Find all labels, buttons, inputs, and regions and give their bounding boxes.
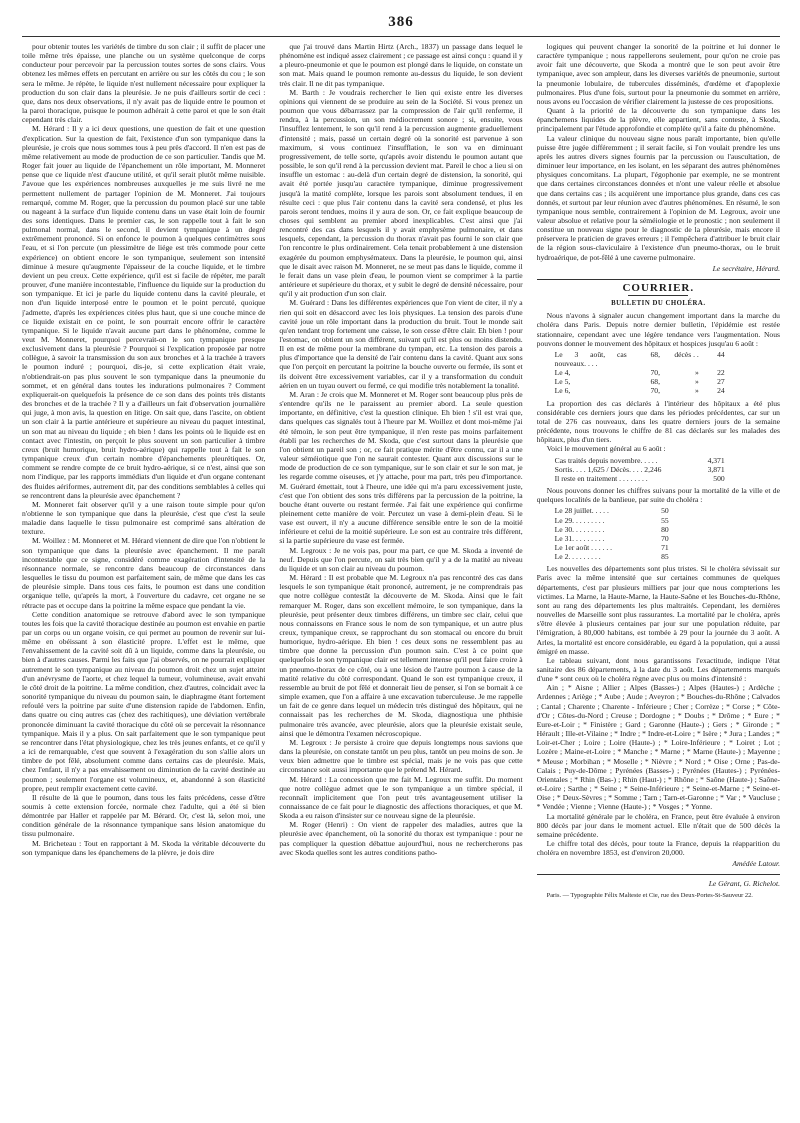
row-value: 500 [713, 473, 725, 483]
table-row [555, 552, 725, 561]
paragraph: M. Hérard : Il est probable que M. Legroux n'a pas rencontré des cas dans lesquels le son tympanique était prononcé, autrement, je ne comprendrais pas que notre collègue contestât la découverte de M. Skoda. Ainsi que le fait remarquer M. Roger, dans son excellent mémoire, le son tympanique, dans la pleurésie, peut présenter deux timbres différens, un timbre sec clair, celui que nous connaissons en France sous le nom de son tympanique, et un autre plus creux, tympanique creux, se rapprochant du son stomacal ou encore du bruit humorique, hydro-aérique. Eh bien ! ces deux sons ne ressemblent pas au timbre que donne la percussion d'un poumon sain. C'est à ce point que quelquefois le son tympanique clair est tellement intense qu'il peut faire croire à un pneumo-thorax de ce côté, ou à une lésion de l'autre poumon à cause de la matité relative du côté correspondant. Quand le son est tympanique creux, il ressemble au bruit de pot fêlé et donnerait lieu de penser, si l'on se bornait à ce simple examen, que l'on a affaire à une excavation tuberculeuse. Je me rappelle un fait de ce genre dans lequel un médecin très distingué des hôpitaux, qui ne connaissait pas les recherches de M. Skoda, diagnostiqua une phthisie pulmonaire très avancée, avec pleurésie, alors que la pleurésie existait seule, ainsi que le démontra l'examen nécroscopique. [279, 573, 523, 738]
row-value: 85 [661, 552, 669, 562]
top-rule [22, 36, 780, 37]
row-value: 80 [661, 524, 669, 534]
title-underline [628, 295, 688, 296]
gerant-signature: Le Gérant, G. Richelot. [708, 879, 780, 889]
section-divider [537, 279, 780, 280]
table-row [555, 368, 725, 377]
mortality-table [555, 506, 725, 561]
section-divider [537, 874, 780, 875]
row-label: Le 3 août, cas nouveaux. . . . [554, 349, 627, 368]
row-deaths-label: » [694, 377, 699, 387]
row-cases: 70, [650, 386, 660, 396]
cholera-bulletin-subtitle: BULLETIN DU CHOLÉRA. [611, 300, 706, 308]
row-value: 55 [661, 515, 669, 525]
row-value: 3,871 [707, 464, 725, 474]
author-signature: Amédée Latour. [732, 859, 780, 869]
column-3 [537, 42, 780, 1092]
row-label: Le 31. . . . . . . . . [554, 533, 605, 543]
paragraph: M. Aran : Je crois que M. Monneret et M. Roger sont beaucoup plus près de s'entendre qu'ils ne le paraissent au premier abord. La seule question importante, en définitive, c'est la question clinique. Eh bien ! s'il est vrai que, dans quelques cas signalés tout à l'heure par M. Woillez et dont moi-même j'ai été témoin, le son peut être tympanique, il n'en reste pas moins parfaitement établi par les recherches de M. Skoda, que c'est surtout dans la pleurésie que l'on obtient un pareil son ; or, ce fait pratique mérite d'être connu, car il a une valeur séméiotique que l'on ne saurait contester. Quant aux discussions sur le mode de production de ce son tympanique, sur le son clair et sur le son mat, je les regarde comme oiseuses, et j'y attache, pour ma part, très peu d'importance. M. Guérard émettait, tout à l'heure, une idée qui m'a paru excessivement juste, c'est que l'on obtient des sons très différens par la percussion de la poitrine, la bouche étant ouverte ou restant fermée. J'ai fait une expérience qui confirme pleinement cette manière de voir. Percutez un vase à demi-plein d'eau. Si le vase est ouvert, il n'y a aucune différence sensible entre le son de la moitié inférieure et celui de la moitié supérieure. Le son est au contraire très différent, si la partie supérieure du vase est fermée. [279, 389, 523, 546]
paragraph: M. Legroux : Je ne vois pas, pour ma part, ce que M. Skoda a inventé de neuf. Depuis que l'on percute, on sait très bien qu'il y a de la matité au niveau du liquide et un son clair au niveau du poumon. [279, 545, 523, 573]
paragraph: que j'ai trouvé dans Martin Hirtz (Arch., 1837) un passage dans lequel le phénomène est indiqué assez clairement ; ce passage est ainsi conçu : quand il y a pleuro-pneumonie et que le poumon est plongé dans le liquide, on constate un son mat. Mais quand le poumon remonte au-dessus du liquide, le son devient très clair. Il ne dit pas tympanique. [279, 42, 523, 88]
row-deaths: 24 [717, 386, 725, 396]
column-1 [22, 42, 265, 1092]
paragraph: La valeur clinique du nouveau signe nous paraît importante, bien qu'elle puisse être jugée différemment ; il serait facile, si l'on voulait prendre les uns après les autres divers signes fournis par la percussion ou l'auscultation, de diminuer leur importance, en les isolant, en les séparant des autres phénomènes physiques concomitans. La plupart, l'égophonie par exemple, ne se montrent que dans certaines circonstances données et n'ont une valeur réelle et absolue que dans certains cas ; ils acquièrent une importance plus grande, dans ces cas donnés, et surtout par leur réunion avec d'autres phénomènes. En résumé, le son tympanique nous semble, contrairement à l'opinion de M. Legroux, avoir une valeur absolue et relative pour la séméiologie et le pronostic ; non seulement il constitue un nouveau signe pour le diagnostic de la pleurésie, mais encore il préservera le praticien de graves erreurs ; il l'empêchera d'attribuer le bruit clair de la région sous-claviculaire à l'existence d'un pneumo-thorax, ou le bruit hydroaérique, de pot-fêlé à une caverne pulmonaire. [536, 133, 780, 262]
courrier-title-text: COURRIER. [622, 281, 695, 294]
paragraph: Il résulte de là que le poumon, dans tous les faits précédens, cesse d'être soumis à cette extension forcée, normale chez l'adulte, qui a été si bien démontrée par Haller et rappelée par M. Bérard. Or, c'est là, selon moi, une condition générale de la résonnance tympanique sans lésion anatomique du tissu pulmonaire. [22, 792, 266, 839]
row-deaths: 44 [717, 349, 725, 359]
row-label: Cas traités depuis novembre. . . . . [554, 455, 658, 465]
row-deaths-label: » [694, 368, 699, 378]
paragraph: M. Monneret fait observer qu'il y a une raison toute simple pour qu'on n'obtienne le son tympanique que dans la pleurésie, c'est que c'est la seule maladie dans laquelle le tissu pulmonaire est comprimé sans altération de texture. [22, 499, 266, 537]
row-label: Le 4, [554, 368, 571, 378]
table-row [555, 350, 725, 368]
row-cases: 70, [650, 368, 660, 378]
row-value: 50 [661, 506, 669, 516]
table-row [555, 543, 725, 552]
row-value: 70 [661, 533, 669, 543]
row-label: Le 2. . . . . . . . . [554, 552, 601, 562]
paragraph: M. Hérard : Il y a ici deux questions, une question de fait et une question d'explication. Sur la question de fait, l'existence d'un son tympanique dans la pleurésie, je crois que nous sommes tous à peu près d'accord. Il n'en est pas de même relativement au mode de production de ce son particulier. Tandis que M. Roger fait jouer au liquide de l'épanchement un rôle important, M. Monneret pense que ce liquide n'est d'aucune utilité, et qu'il serait plutôt même nuisible. J'avoue que les expériences nombreuses auxquelles je me suis livré ne me permettent nullement de partager l'opinion de M. Monneret. J'ai toujours remarqué, comme M. Roger, que la percussion du poumon placé sur une table ou nageant à la surface d'un liquide contenu dans un vase était loin de fournir des sons identiques. Dans le premier cas, le son rappelle tout à fait le son pulmonal normal, dans le second, il devient tympanique à un degré extrêmement prononcé. Si on enfonce le poumon à quelques centimètres sous l'eau, et si l'on percute (un plessimètre de liége est très commode pour cette expérience) on obtient encore le son tympanique, seulement son intensité diminue à mesure qu'augmente l'épaisseur de la couche liquide, et le timbre devient un peu creux. Cette expérience, qu'il est si facile de répéter, me paraît prouver, d'une manière incontestable, l'influence du liquide sur la production du son tympanique. Et ici je parle du liquide contenu dans la cavité pleurale, et non d'un liquide interposé entre le poumon et le point percuté, quoique j'admette, d'après les expériences citées plus haut, que si une couche mince de ce liquide existait en ce point, le son pourrait encore offrir le caractère tympanique. Si le liquide n'avait aucune part dans le phénomène, comme le veut M. Monneret, pourquoi percevrait-on le son tympanique presque exclusivement dans la pleurésie ? Pourquoi si l'explication proposée par notre collègue, à savoir la transmission du son aux bronches et à la trachée à travers le poumon induré ; pourquoi, dis-je, si cette explication était vraie, n'obtiendrait-on pas plus souvent le son tympanique dans la pneumonie du sommet, et en général dans toutes les indurations pulmonaires ? Comment expliquerait-on quelquefois la présence de ce son dans des points très distants des bronches et de la trachée ? Il y a d'ailleurs un fait d'observation journalière qui juge, à mon avis, la question en litige. On sait que, dans l'ascite, on obtient un son clair à la partie antérieure et supérieure au niveau du paquet intestinal, un son mat au niveau du liquide ; eh bien ! dans les points où le liquide est en contact avec l'intestin, on perçoit le plus souvent un son particulier à timbre creux (bruit humorique, bruit hydro-aérique) qui rappelle tout à fait le son tympanique creux d'un certain nombre d'épanchements pleurétiques. Or, comment se rendre compte de ce bruit hydro-aérique, si ce n'est, ainsi que son nom l'indique, par les rapports immédiats d'un liquide et d'un organe contenant des fluides aériformes, autrement dit, par des conditions semblables à celles qui se rencontrent dans la pleurésie avec épanchement ? [22, 124, 266, 500]
row-label: Le 6, [554, 386, 571, 396]
paragraph: M. Guérard : Dans les différentes expériences que l'on vient de citer, il n'y a rien qui soit en désaccord avec les lois physiques. La tension des parois d'une cavité joue un rôle important dans la production du bruit. Tout le monde sait qu'en tendant trop fortement une caisse, le son cesse d'être clair. Eh bien ! pour l'estomac, on obtient un son différent, suivant qu'il est plus ou moins distendu. Il en est de même pour la membrane du tympan, etc. La tension des parois a plus d'importance que la densité de l'air contenu dans la cavité. Quant aux sons que l'on perçoit en percutant la poitrine la bouche ouverte ou fermée, ils sont et ils doivent être excessivement variables, car il y a transformation du conduit aérien en un tuyau ouvert ou fermé, ce qui modifie très notablement la tonalité. [279, 298, 523, 390]
row-label: Le 29. . . . . . . . . [554, 515, 605, 525]
newspaper-page [22, 14, 780, 1112]
row-label: Le 28 juillet. . . . . [554, 506, 609, 516]
row-deaths: 22 [717, 368, 725, 378]
column-2 [279, 42, 522, 1092]
row-label: Sortis. . . . 1,625 / Décès. . . . 2,246 [554, 464, 662, 474]
row-deaths: 27 [717, 377, 725, 387]
paragraph: M. Woillez : M. Monneret et M. Hérard viennent de dire que l'on n'obtient le son tympanique que dans la pleurésie avec épanchement. Il me paraît incontestable que ce signe, considéré comme exagération d'intensité de la résonnance normale, se rencontre dans beaucoup de circonstances dans lesquelles le tissu du poumon est parfaitement sain, de même que dans les cas de pleurésie simple. Dans tous ces faits, le poumon est dans une condition organique telle, qu'après la mort, à l'ouverture du cadavre, cet organe ne se rétracte pas et occupe dans la poitrine la même espace que pendant la vie. [22, 536, 266, 610]
paragraph: M. Hérard : La concession que me fait M. Legroux me suffit. Du moment que notre collègue admet que le son tympanique a un timbre spécial, il reconnaît implicitement que l'on peut très avantageusement utiliser la connaissance de ce fait pour le diagnostic des affections thoraciques, et que M. Skoda a eu raison d'insister sur ce nouveau signe de la pleurésie. [279, 774, 523, 821]
table-row [555, 525, 725, 534]
columns [22, 42, 780, 1092]
page-number: 386 [388, 14, 414, 30]
paragraph: M. Barth : Je voudrais rechercher le lien qui existe entre les diverses opinions qui viennent de se produire au sein de la Société. Si vous prenez un poumon que vous débarrassez par la compression de l'air qu'il renferme, il rendra, à la percussion, un son médiocrement sonore ; si, ensuite, vous l'insufflez lentement, le son qu'il rend à la percussion augmente graduellement d'intensité ; mais, passé un certain degré où la sonorité est parvenue à son maximum, si vous continuez l'insufflation, le son va en diminuant progressivement, de telle sorte, qu'après avoir distendu le poumon autant que possible, le son qu'il rend à la percussion devient mat. Pareil le choc a lieu si on insuffle un estomac : au-delà d'un certain degré de distension, la sonorité, qui avait été portée jusqu'au caractère tympanique, diminue progressivement jusqu'à la matité complète, lorsque les parois sont absolument tendues, il en résulte ceci : que plus l'air contenu dans la cavité sera condensé, et plus les parois seront tendues, moins il y aura de son. Or, ce fait explique beaucoup de choses qui semblent au premier abord inexplicables. C'est ainsi que j'ai rencontré des cas dans lesquels il y avait emphysème pulmonaire, et dans lesquels, cependant, la percussion du thorax n'avait pas fourni le son clair que l'on rencontre le plus ordinairement. Cela tenait probablement à une distension exagérée du poumon emphysémateux. Dans la pleurésie, le poumon qui, ainsi que le disait avec raison M. Monneret, ne se meut pas dans le liquide, comme il le ferait dans un vase plein d'eau, le poumon vient se comprimer à la partie antérieure et supérieure du thorax, et y subit le degré de densité nécessaire, pour qu'il y ait production d'un son clair. [279, 87, 523, 299]
paragraph: Nous pouvons donner les chiffres suivans pour la mortalité de la ville et de quelques localités de la banlieue, par suite du choléra : [536, 486, 780, 505]
paragraph: M. Bricheteau : Tout en rapportant à M. Skoda la véritable découverte du son tympanique dans les épanchemens de la plèvre, je dois dire [22, 838, 266, 857]
paragraph: Les nouvelles des départements sont plus tristes. Si le choléra sévissait sur Paris avec la même intensité que sur certaines communes de quelques départements, c'est par plusieurs milliers par jour que nous compterions les victimes. La Marne, la Haute-Marne, la Haute-Saône et les Bouches-du-Rhône, sont au rang des départements les plus maltraités. Cependant, les dernières nouvelles de Marseille sont plus rassurantes. La mortalité par le choléra, après s'être élevée à plusieurs centaines par jour sur une population réduite, par l'émigration, à 80,000 habitans, est tombée à 29 pour la journée du 3 août. A Arles, la mortalité est encore considérable, eu égard à la population, qui a aussi émigré en masse. [536, 564, 780, 656]
paragraph: logiques qui peuvent changer la sonorité de la poitrine et lui donner le caractère tympanique ; nous rappellerons seulement, pour qu'on ne croie pas avoir fait une découverte, que Skoda a montré que le son peut avoir être tympanique, avec son ampleur, dans les diverses variétés de pneumonie, surtout la pneumonie lobulaire, de tubercules disséminés, d'œdème et d'apoplexie pulmonaires. Plus d'une fois, surtout pour la pneumonie du sommet en arrière, nous avons eu l'occasion de vérifier clairement la justesse de ces propositions. [536, 42, 780, 106]
paragraph: Ain ; * Aisne ; Allier ; Alpes (Basses-) ; Alpes (Hautes-) ; Ardèche ; Ardennes ; Ariège ; * Aube ; Aude ; Aveyron ; * Bouches-du-Rhône ; Calvados ; Cantal ; Charente ; Charente - Inférieure ; Cher ; Corrèze ; * Corse ; * Côte-d'Or ; Côtes-du-Nord ; Creuse ; Dordogne ; * Doubs ; * Drôme ; * Eure ; * Eure-et-Loir ; * Finistère ; Gard ; Garonne (Haute-) ; Gers ; * Gironde ; * Hérault ; Ille-et-Vilaine ; * Indre ; * Indre-et-Loire ; * Isère ; * Jura ; Landes ; * Loir-et-Cher ; Loire ; Loire (Haute-) ; * Loire-Inférieure ; * Loiret ; Lot ; Lozère ; Maine-et-Loire ; * Manche ; * Marne ; * Marne (Haute-) ; Mayenne ; * Meuse ; Morbihan ; * Moselle ; * Nièvre ; * Nord ; * Oise ; Orne ; Pas-de-Calais ; Puy-de-Dôme ; Pyrénées (Basses-) ; Pyrénées (Hautes-) ; Pyrénées-Orientales ; * Rhin (Bas-) ; Rhin (Haut-) ; * Rhône ; * Saône (Haute-) ; Saône-et-Loire ; Sarthe ; * Seine ; * Seine-Inférieure ; * Seine-et-Marne ; * Seine-et-Oise ; * Deux-Sèvres ; * Somme ; Tarn ; Tarn-et-Garonne ; * Var ; * Vaucluse ; * Vendée ; Vienne ; Vienne (Haute-) ; * Vosges ; * Yonne. [536, 683, 780, 812]
table-row [555, 377, 725, 386]
table-row [555, 386, 725, 395]
row-value: 4,371 [707, 455, 725, 465]
paragraph: Voici le mouvement général au 6 août : [546, 444, 666, 454]
daily-cases-table [555, 350, 725, 396]
row-value: 71 [661, 542, 669, 552]
table-row [555, 534, 725, 543]
table-row [555, 516, 725, 525]
row-cases: 68, [650, 377, 660, 387]
row-cases: 68, [650, 349, 660, 359]
paragraph: Le chiffre total des décès, pour toute la France, depuis la réapparition du choléra en novembre 1853, est d'environ 20,000. [536, 838, 780, 858]
paragraph: Cette condition anatomique se retrouve d'abord avec le son tympanique toutes les fois que la cavité thoracique destinée au poumon est envahie en partie par un corps ou un organe voisin, ce qui permet au poumon de revenir sur lui-même en obéissant à son élasticité propre. L'effet est le même, que l'envahissement de la cavité soit dû à un liquide, comme dans la pleurésie, ou bien à d'autres causes. Parmi les faits que j'ai observés, on ne pourrait expliquer autrement le son tympanique au niveau du poumon droit chez un sujet atteint d'un anévrysme de l'aorte, et chez lequel la tumeur, volumineuse, avait envahi le côté droit de la poitrine. La même condition, chez d'autres, coïncidait avec la sonorité tympanique du niveau du poumon sain, le diaphragme étant fortement refoulé vers la poitrine par suite d'une distension rapide de l'abdomen. Enfin, dans quatre ou cinq autres cas (chez des rachitiques), une déviation vertébrale prononcée diminuant la cavité thoracique du côté où se percevait la résonnance tympanique. Mais il y a plus. On sait parfaitement que le son tympanique peut se rencontrer dans l'état physiologique, chez les très jeunes enfants, et ce qu'il y a ici de remarquable, c'est que souvent à l'exagération du son s'allie alors un timbre de pot fêlé, absolument comme dans certains cas de pleurésie. Mais, chez l'enfant, il n'y a pas envahissement ou diminution de la cavité destinée au poumon ; seulement l'organe est volumineux, et, abandonné à son élasticité propre, peut remplir exactement cette cavité. [22, 609, 266, 793]
paragraph: La mortalité générale par le choléra, en France, peut être évaluée à environ 800 décès par jour dans le moment actuel. Elle n'était que de 500 décès la semaine précédente. [536, 811, 780, 839]
row-deaths-label: » [694, 386, 699, 396]
table-row [555, 465, 725, 474]
paragraph: Nous n'avons à signaler aucun changement important dans la marche du choléra dans Paris. Depuis notre dernier bulletin, l'épidémie est restée stationnaire, cependant avec une légère tendance vers l'augmentation. Nous pouvons donner le mouvement des hôpitaux et hospices jusqu'au 6 août : [536, 311, 780, 348]
paragraph: pour obtenir toutes les variétés de timbre du son clair ; il suffit de placer une toile même très épaisse, une planche ou un système quelconque de corps conducteur pour percevoir par la percussion toutes sortes de sons clairs. Vous obtenez les mêmes effets en percutant en arrière ou sur les côtés du cou ; le son sera le même. Je répète, le liquide n'est nullement nécessaire pour expliquer la production du son clair dans la pleurésie. Je ne puis d'ailleurs sortir de ceci : que, dans nos deux observations, il n'y avait pas de liquide entre le poumon et la paroi thoracique, puisque le poumon adhérait à cette paroi et que le son était cependant très clair. [22, 42, 266, 125]
row-deaths-label: décès . . [674, 349, 699, 359]
paragraph: M. Roger (Henri) : On vient de rappeler des maladies, autres que la pleurésie avec épanchement, où la sonorité du thorax est tympanique : pour ne pas compliquer la question débattue aujourd'hui, nous ne rechercherons pas avec Skoda quelles sont les autres conditions patho- [279, 820, 523, 857]
secretary-signature: Le secrétaire, Hérard. [712, 263, 780, 273]
paragraph: La proportion des cas déclarés à l'intérieur des hôpitaux a été plus considérable ces derniers jours que dans les périodes précédentes, car sur un total de 276 cas nouveaux, dans les quatre derniers jours de la semaine précédente, nous trouvons le chiffre de 81 cas déclarés sur les malades des hôpitaux, plus d'un tiers. [536, 398, 780, 445]
table-row [555, 506, 725, 515]
table-row [555, 456, 725, 465]
row-label: Le 5, [554, 377, 571, 387]
paragraph: Le tableau suivant, dont nous garantissons l'exactitude, indique l'état sanitaire des 86 départements, à la date du 3 août. Les départements marqués d'une * sont ceux où le choléra règne avec plus ou moins d'intensité : [536, 655, 780, 684]
printer-line: Paris. — Typographie Félix Malteste et Cie, rue des Deux-Portes-St-Sauveur 22. [546, 891, 753, 899]
table-row [555, 474, 725, 483]
row-label: Il reste en traitement . . . . . . . . [554, 473, 648, 483]
courrier-title [537, 281, 780, 296]
paragraph: Quant à la priorité de la découverte du son tympanique dans les épanchemens liquides de la plèvre, elle appartient, sans conteste, à Skoda, principalement par l'étude approfondie et complète qu'il a faite du phénomène. [536, 106, 780, 134]
row-label: Le 1er août . . . . . . [554, 542, 613, 552]
general-movement-table [555, 456, 725, 483]
paragraph: M. Legroux : Je persiste à croire que depuis longtemps nous savions que dans la pleurésie, on constate tantôt un peu plus, tantôt un peu moins de son. Je veux bien admettre que le timbre est spécial, mais je ne vois pas que cette circonstance soit aussi importante que le prétend M. Hérard. [279, 737, 523, 775]
row-label: Le 30. . . . . . . . . [554, 524, 605, 534]
